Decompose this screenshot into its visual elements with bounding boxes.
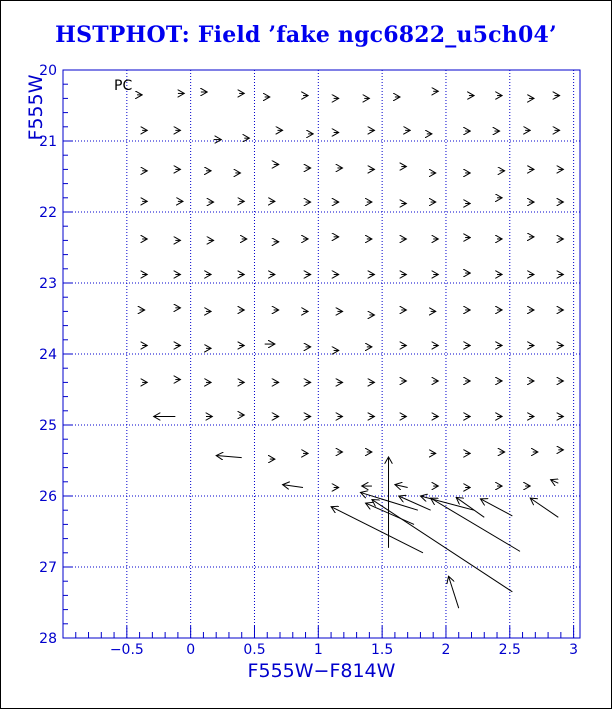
annotation-pc: PC — [114, 77, 133, 94]
vector-arrow — [431, 498, 520, 551]
y-axis-label: F555W — [25, 74, 47, 141]
y-tick-label: 22 — [39, 205, 57, 221]
y-tick-label: 28 — [39, 631, 57, 647]
y-tick-label: 24 — [39, 347, 57, 363]
vector-arrow — [551, 480, 559, 484]
grid — [63, 70, 580, 638]
y-tick-label: 21 — [39, 134, 57, 150]
vector-arrow — [360, 492, 417, 510]
y-tick-label: 25 — [39, 418, 57, 434]
vector-arrow — [530, 498, 558, 517]
x-tick-label: 0.5 — [243, 642, 266, 658]
y-tick-label: 27 — [39, 560, 57, 576]
y-tick-label: 23 — [39, 276, 57, 292]
x-tick-label: −0.5 — [109, 642, 144, 658]
vector-arrow — [216, 456, 242, 458]
chart-title: HSTPHOT: Field ’fake ngc6822_u5ch04’ — [55, 22, 557, 48]
x-tick-label: 1 — [313, 642, 323, 658]
y-tick-label: 20 — [39, 63, 57, 79]
x-tick-label: 0 — [186, 642, 196, 658]
vector-arrow — [372, 500, 512, 592]
vector-arrow — [399, 496, 431, 510]
x-axis-label: F555W−F814W — [247, 660, 396, 682]
x-tick-label: 1.5 — [371, 642, 394, 658]
vector-arrow — [480, 499, 512, 516]
axis-labels — [39, 63, 578, 658]
vector-arrow — [331, 507, 423, 553]
vector-arrow — [283, 485, 303, 488]
x-tick-label: 2 — [441, 642, 451, 658]
vector-arrow — [395, 485, 408, 488]
vector-arrow — [456, 497, 484, 517]
y-tick-label: 26 — [39, 489, 57, 505]
x-tick-label: 2.5 — [498, 642, 521, 658]
vector-field — [137, 91, 563, 608]
vector-arrow — [449, 576, 459, 608]
x-tick-label: 3 — [569, 642, 579, 658]
